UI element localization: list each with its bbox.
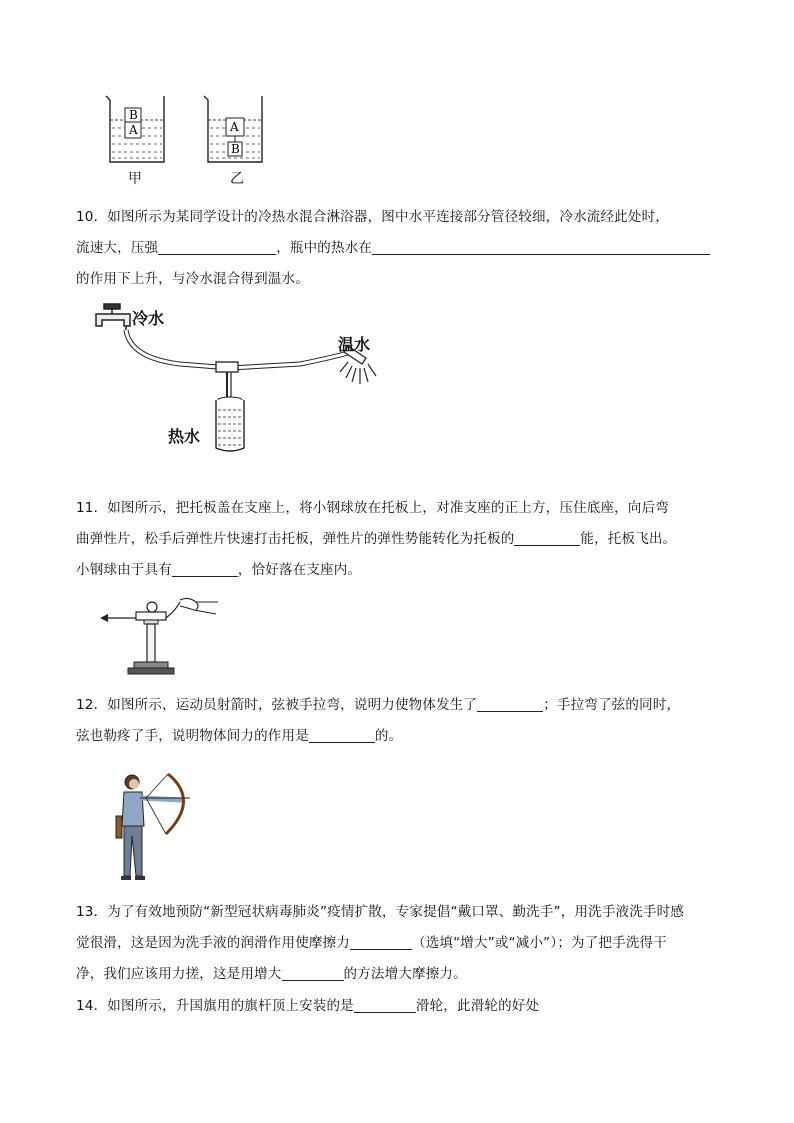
answer-blank[interactable]: [372, 238, 710, 255]
question-text: 曲弹性片，松手后弹性片快速打击托板，弹性片的弹性势能转化为托板的: [76, 531, 515, 547]
beaker-right-bottom-block: B: [231, 142, 240, 156]
question-text: （选填“增大”或“减小”）；为了把手洗得干: [412, 935, 667, 951]
answer-blank[interactable]: [309, 726, 375, 743]
answer-blank[interactable]: [172, 560, 238, 577]
hot-water-label: 热水: [168, 427, 201, 446]
beaker-left: [106, 96, 164, 162]
answer-blank[interactable]: [514, 529, 580, 546]
answer-blank[interactable]: [350, 933, 412, 950]
cold-water-label: 冷水: [132, 309, 165, 328]
question-text: 净，我们应该用力搓，这是用增大: [76, 966, 282, 982]
answer-blank[interactable]: [477, 695, 543, 712]
question-text: ，瓶中的热水在: [276, 240, 373, 256]
question-text: 流速大，压强: [76, 240, 159, 256]
answer-blank[interactable]: [158, 238, 276, 255]
question-text: 为了有效地预防“新型冠状病毒肺炎”疫情扩散，专家提倡“戴口罩、勤洗手”，用洗手液洗手时感: [107, 904, 685, 920]
question-number: 13．: [76, 904, 108, 920]
hand-icon: [180, 598, 218, 614]
question-number: 11．: [76, 500, 108, 516]
beaker-left-caption: 甲: [128, 171, 142, 187]
beaker-figure: [100, 92, 280, 192]
question-number: 10．: [76, 209, 108, 225]
question-number: 12．: [76, 697, 108, 713]
faucet-icon: [96, 304, 130, 332]
archer-figure: [110, 770, 198, 888]
inertia-apparatus-figure: [96, 596, 228, 678]
question-13: [76, 897, 726, 990]
question-text: 小钢球由于具有: [76, 562, 172, 578]
question-text: 如图所示，升国旗用的旗杆顶上安装的是: [107, 998, 354, 1014]
hot-water-bottle-icon: [216, 397, 244, 451]
question-10: [76, 202, 726, 295]
beaker-right-caption: 乙: [230, 171, 244, 187]
question-text: 如图所示，运动员射箭时，弦被手拉弯，说明力使物体发生了: [107, 697, 478, 713]
question-text: 觉很滑，这是因为洗手液的润滑作用使摩擦力: [76, 935, 350, 951]
beaker-left-top-block: B: [129, 108, 138, 122]
question-number: 14．: [76, 998, 108, 1014]
question-text: 的方法增大摩擦力。: [343, 966, 467, 982]
question-14: [76, 991, 726, 1022]
answer-blank[interactable]: [282, 964, 344, 981]
question-text: 如图所示，把托板盖在支座上，将小钢球放在托板上，对准支座的正上方，压住底座，向后弯: [107, 500, 669, 516]
beaker-right-top-block: A: [230, 120, 239, 134]
question-text: ；手拉弯了弦的同时，: [543, 697, 681, 713]
question-text: 的作用下上升，与冷水混合得到温水。: [76, 271, 309, 287]
beaker-left-bottom-block: A: [129, 123, 138, 137]
bow-icon: [140, 774, 190, 834]
question-12: [76, 690, 726, 752]
answer-blank[interactable]: [354, 996, 416, 1013]
question-text: 弦也勒疼了手，说明物体间力的作用是: [76, 728, 309, 744]
question-text: 的。: [374, 728, 403, 744]
question-text: ，恰好落在支座内。: [237, 562, 362, 578]
question-11: [76, 493, 726, 586]
question-text: 滑轮，此滑轮的好处: [415, 998, 540, 1014]
question-text: 能，托板飞出。: [580, 531, 677, 547]
question-text: 如图所示为某同学设计的冷热水混合淋浴器，图中水平连接部分管径较细，冷水流经此处时，: [107, 209, 669, 225]
warm-water-label: 温水: [338, 335, 371, 354]
beaker-right: [204, 96, 262, 162]
